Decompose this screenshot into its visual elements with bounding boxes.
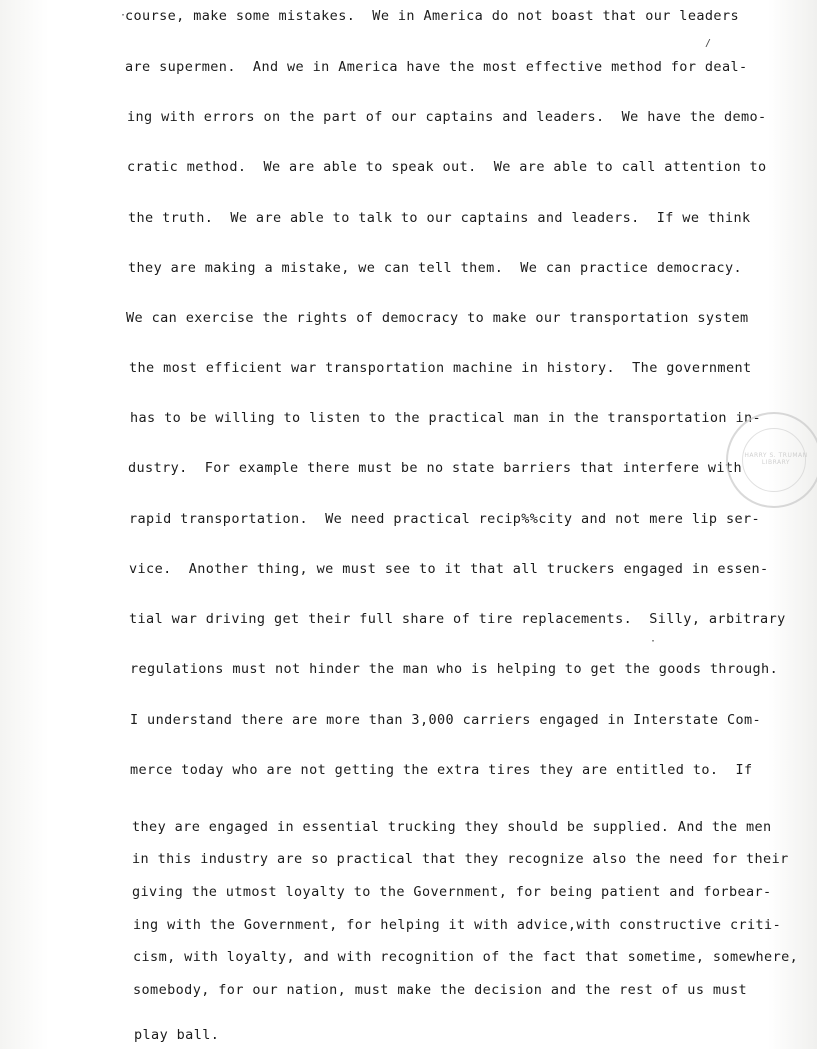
text-line: the most efficient war transportation machine in history. The government <box>129 360 752 376</box>
text-line: tial war driving get their full share of tire replacements. Silly, arbitrary <box>129 611 786 627</box>
text-line: We can exercise the rights of democracy to make our transportation system <box>126 310 749 326</box>
text-line: are supermen. And we in America have the most effective method for deal- <box>125 59 748 75</box>
text-line: ing with errors on the part of our captains and leaders. We have the demo- <box>127 109 767 125</box>
stray-mark-icon: · <box>650 636 657 647</box>
text-line: play ball. <box>134 1027 220 1043</box>
text-line: merce today who are not getting the extra tires they are entitled to. If <box>130 762 753 778</box>
text-line: regulations must not hinder the man who is helping to get the goods through. <box>130 661 779 677</box>
stray-mark-icon: · <box>120 10 127 21</box>
text-line: giving the utmost loyalty to the Government, for being patient and forbear- <box>132 884 772 900</box>
text-line: has to be willing to listen to the practical man in the transportation in- <box>130 410 762 426</box>
text-line: vice. Another thing, we must see to it that all truckers engaged in essen- <box>129 561 769 577</box>
text-line: somebody, for our nation, must make the decision and the rest of us must <box>133 982 747 998</box>
text-line: they are engaged in essential trucking they should be supplied. And the men <box>132 819 772 835</box>
text-line: dustry. For example there must be no state barriers that interfere with <box>128 460 742 476</box>
text-line: course, make some mistakes. We in America do not boast that our leaders <box>125 8 739 24</box>
text-line: they are making a mistake, we can tell them. We can practice democracy. <box>128 260 742 276</box>
text-line: ing with the Government, for helping it with advice,with constructive criti- <box>133 917 782 933</box>
text-line: in this industry are so practical that they recognize also the need for their <box>132 851 789 867</box>
stray-mark-icon: / <box>705 38 712 49</box>
text-line: the truth. We are able to talk to our captains and leaders. If we think <box>128 210 751 226</box>
text-line: cratic method. We are able to speak out. We are able to call attention to <box>127 159 767 175</box>
text-line: rapid transportation. We need practical recip%%city and not mere lip ser- <box>129 511 761 527</box>
text-line: I understand there are more than 3,000 carriers engaged in Interstate Com- <box>130 712 762 728</box>
text-line: cism, with loyalty, and with recognition of the fact that sometime, somewhere, <box>133 949 799 965</box>
stamp-text: HARRY S. TRUMAN LIBRARY <box>744 452 808 466</box>
library-stamp <box>726 412 817 508</box>
